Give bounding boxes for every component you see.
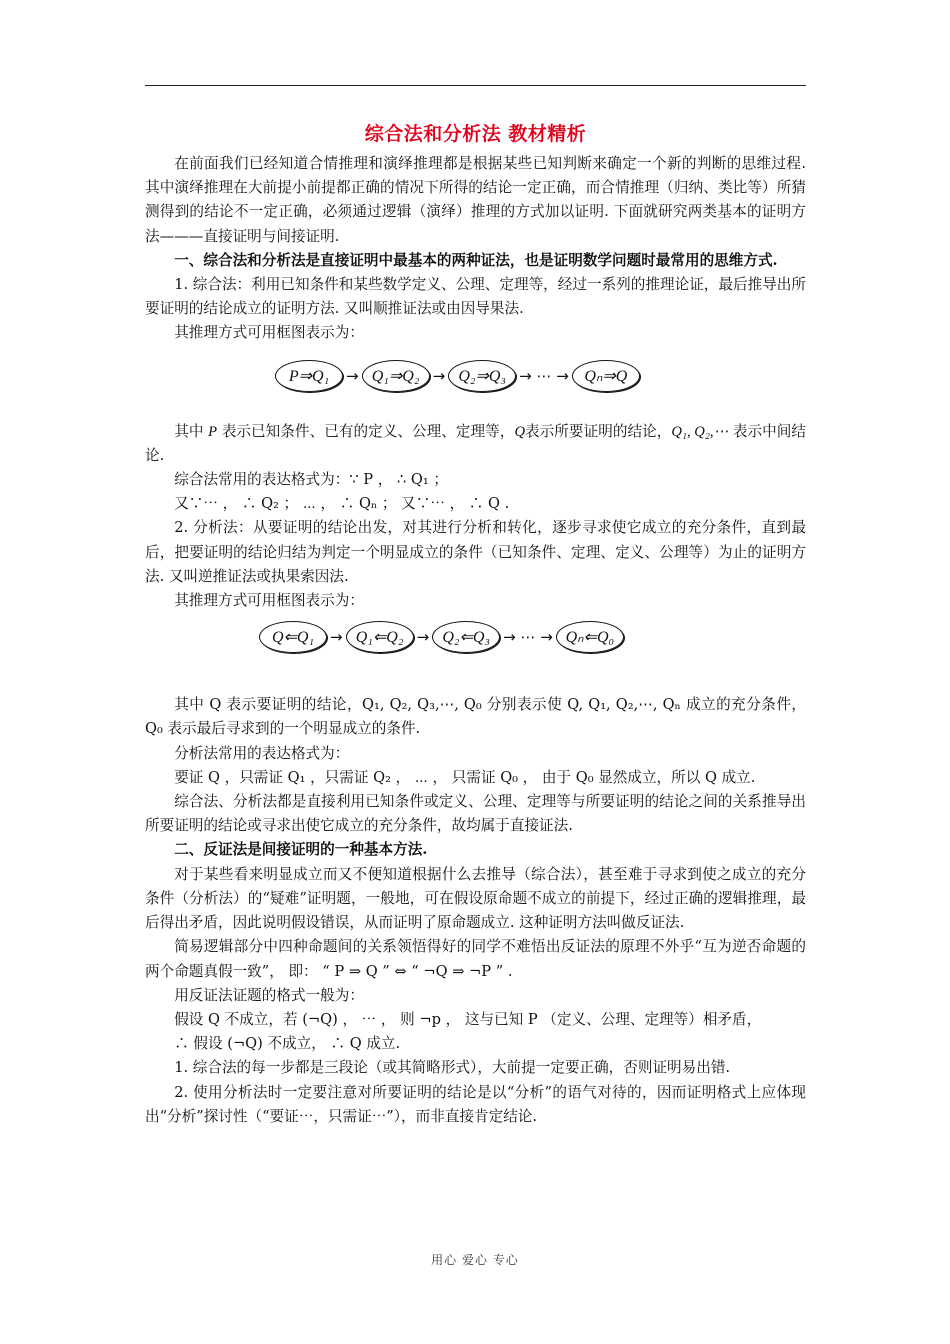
analysis-format: 要证 Q ，只需证 Q₁ ，只需证 Q₂ ， ⋯ ， 只需证 Q₀ ， 由于 Q₀ 显然成立，所以 Q 成立.: [174, 768, 756, 786]
flow2-arrow-2: →: [416, 628, 430, 647]
page-footer: 用心 爱心 专心: [431, 1253, 519, 1267]
note-1: 1. 综合法的每一步都是三段论（或其简略形式），大前提一定要正确，否则证明易出错.: [174, 1059, 731, 1077]
synthesis-format-2: 又∵⋯ ， ∴ Q₂ ； ⋯ ， ∴ Qₙ ； 又∵⋯ ， ∴ Q .: [174, 495, 510, 513]
flow1-node-2: Q₁⇒Q₂: [362, 360, 430, 392]
flow1-node-3: Q₂⇒Q₃: [448, 360, 516, 392]
section-heading-2: 二、反证法是间接证明的一种基本方法.: [174, 841, 428, 859]
flow2-node-3: Q₂⇐Q₃: [432, 621, 500, 653]
flow2-dots-arrow: → ⋯ →: [503, 628, 553, 647]
flow1-arrow-2: →: [432, 366, 446, 385]
synthesis-definition: 1. 综合法：利用已知条件和某些数学定义、公理、定理等，经过一系列的推理论证，最后推导出所要证明的结论成立的证明方法. 又叫顺推证法或由因导果法.: [145, 276, 806, 318]
synthesis-flow-diagram: [145, 350, 806, 410]
flow2-node-2: Q₁⇐Q₂: [346, 621, 414, 653]
analysis-definition: 2. 分析法：从要证明的结论出发，对其进行分析和转化，逐步寻求使它成立的充分条件，直到最后，把要证明的结论归结为判定一个明显成立的条件（已知条件、定理、定义、公理等）为止的证明方法. 又叫逆推证法或执果索因法.: [145, 519, 806, 585]
synthesis-format-label: 综合法常用的表达格式为：: [174, 471, 350, 489]
synthesis-format-1: ∵ P ， ∴ Q₁ ；: [349, 471, 448, 489]
intro-paragraph: 在前面我们已经知道合情推理和演绎推理都是根据某些已知判断来确定一个新的判断的思维过程. 其中演绎推理在大前提小前提都正确的情况下所得的结论一定正确，而合情推理（归纳、类比等）所猜测得到的结论不一定正确，必须通过逻辑（演绎）推理的方式加以证明. 下面就研究两类基本的证明方法———直接证明与间接证明.: [145, 155, 806, 245]
flow-intro-1: 其推理方式可用框图表示为：: [174, 324, 364, 342]
analysis-note: 其中 Q 表示要证明的结论，Q₁, Q₂, Q₃,⋯, Q₀ 分别表示使 Q, Q₁, Q₂,⋯, Qₙ 成立的充分条件， Q₀ 表示最后寻求到的一个明显成立的条件.: [145, 696, 806, 738]
flow1-node-1: P⇒Q₁: [275, 360, 343, 392]
contradiction-format-2: ∴ 假设 (¬Q) 不成立， ∴ Q 成立.: [174, 1035, 401, 1053]
document-body: [145, 118, 806, 1129]
analysis-flow-diagram: [145, 615, 806, 673]
flow-intro-2: 其推理方式可用框图表示为：: [174, 592, 364, 610]
synthesis-note: 其中 P 表示已知条件、已有的定义、公理、定理等，Q表示所要证明的结论，Q₁, Q₂,⋯ 表示中间结论.: [145, 422, 806, 464]
page-title: 综合法和分析法 教材精析: [364, 123, 587, 145]
flow1-node-4: Qₙ⇒Q: [572, 360, 640, 392]
flow1-arrow-1: →: [346, 366, 359, 385]
section-heading-1: 一、综合法和分析法是直接证明中最基本的两种证法，也是证明数学问题时最常用的思维方式.: [174, 251, 778, 269]
header-rule: [145, 85, 806, 86]
direct-proof-summary: 综合法、分析法都是直接利用已知条件或定义、公理、定理等与所要证明的结论之间的关系推导出所要证明的结论或寻求出使它成立的充分条件，故均属于直接证法.: [145, 793, 806, 835]
analysis-format-label: 分析法常用的表达格式为：: [174, 744, 350, 762]
contradiction-paragraph-2: 简易逻辑部分中四种命题间的关系领悟得好的同学不难悟出反证法的原理不外乎“互为逆否命题的两个命题真假一致”， 即： “ P ⇒ Q ” ⇔ “ ¬Q ⇒ ¬P ” .: [145, 938, 806, 980]
contradiction-format-1: 假设 Q 不成立，若 (¬Q) ， ⋯ ， 则 ¬p ， 这与已知 P （定义、公理、定理等）相矛盾，: [174, 1010, 762, 1028]
flow2-node-1: Q⇐Q₁: [259, 621, 327, 653]
contradiction-format-label: 用反证法证题的格式一般为：: [174, 986, 364, 1004]
contradiction-paragraph-1: 对于某些看来明显成立而又不便知道根据什么去推导（综合法），甚至难于寻求到使之成立的充分条件（分析法）的“疑难”证明题，一般地，可在假设原命题不成立的前提下，经过正确的逻辑推理，最后得出矛盾，因此说明假设错误，从而证明了原命题成立. 这种证明方法叫做反证法.: [145, 865, 806, 932]
flow2-arrow-1: →: [330, 628, 343, 647]
flow1-dots-arrow: → ⋯ →: [519, 366, 569, 385]
flow2-node-4: Qₙ⇐Q₀: [556, 621, 624, 653]
note-2: 2. 使用分析法时一定要注意对所要证明的结论是以“分析”的语气对待的，因而证明格式上应体现出“分析”探讨性（“要证⋯，只需证⋯”），而非直接肯定结论.: [145, 1083, 806, 1125]
